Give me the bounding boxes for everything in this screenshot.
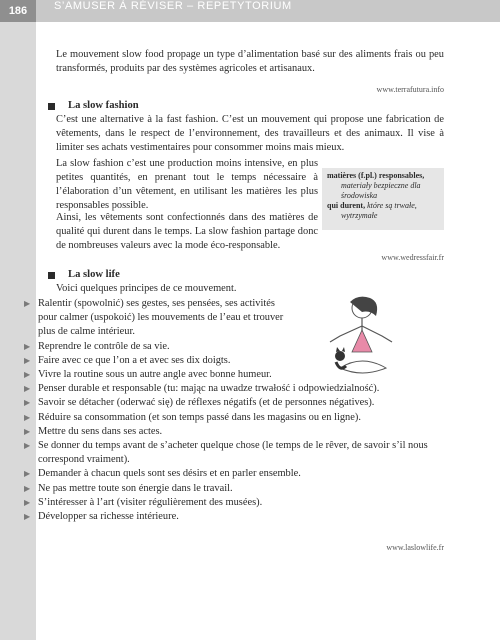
slow-life-item-text: pour calmer (uspokoić) les mouvements de l’eau et trouver — [38, 312, 284, 324]
slow-life-item — [24, 396, 438, 410]
source-wedressfair: www.wedressfair.fr — [381, 253, 444, 262]
arrow-bullet-icon: ▶ — [24, 497, 31, 507]
section-title-fashion: La slow fashion — [68, 100, 139, 111]
arrow-bullet-icon: ▶ — [24, 355, 31, 365]
slow-life-item-text: Reprendre le contrôle de sa vie. — [38, 340, 170, 352]
slow-life-item — [24, 482, 438, 496]
fashion-paragraph-3: Ainsi, les vêtements sont confectionnés dans des matières de qualité qui durent dans le temps. La slow fashion partage donc de nombreuses valeurs avec la mode éco-responsable. — [56, 212, 318, 251]
arrow-bullet-icon: ▶ — [24, 512, 31, 521]
slow-life-item-text: Savoir se détacher (oderwać się) de réflexes négatifs (et de personnes négatives). — [38, 397, 375, 409]
arrow-bullet-icon: ▶ — [24, 412, 31, 422]
arrow-bullet-icon: ▶ — [24, 469, 31, 479]
section-bullet-square — [48, 103, 55, 110]
vocab-translation: wytrzymałe — [341, 211, 378, 220]
slow-life-item — [38, 311, 438, 325]
slow-life-item — [24, 411, 438, 425]
slow-life-item — [24, 510, 438, 524]
slow-life-item-text: Mettre du sens dans ses actes. — [38, 425, 163, 437]
vocab-translation: materiały bezpieczne dla środowiska — [341, 181, 421, 200]
life-intro: Voici quelques principes de ce mouvement. — [56, 283, 237, 294]
slow-life-item-text: Vivre la routine sous un autre angle avec bonne humeur. — [38, 369, 272, 380]
section-title-life: La slow life — [68, 269, 120, 280]
slow-life-item-text: correspond vraiment). — [38, 454, 130, 466]
fashion-paragraph-2: La slow fashion c’est une production moins intensive, en plus petites quantités, en prenant tout le temps nécessaire à l’élaboration d’un vêtement, en utilisant les matières les plus responsables possible. — [56, 158, 318, 211]
slow-life-item-text: Demander à chacun quels sont ses désirs et en parler ensemble. — [38, 468, 301, 480]
slow-life-item — [38, 325, 438, 339]
page-number: 186 — [0, 0, 36, 22]
slow-life-item — [24, 354, 438, 368]
source-terrafutura: www.terrafutura.info — [376, 85, 444, 94]
arrow-bullet-icon: ▶ — [24, 341, 31, 351]
running-head: S’AMUSER À RÉVISER – REPETYTORIUM — [54, 0, 292, 12]
vocab-translation-inline: które są trwałe, — [367, 201, 417, 210]
slow-life-item — [24, 297, 438, 311]
slow-life-item-text: Faire avec ce que l’on a et avec ses dix doigts. — [38, 354, 231, 366]
arrow-bullet-icon: ▶ — [24, 483, 31, 493]
slow-life-item — [24, 368, 438, 382]
section-bullet-square — [48, 272, 55, 279]
slow-life-item — [24, 467, 438, 481]
slow-life-item-text: S’intéresser à l’art (visiter régulièrement des musées). — [38, 496, 263, 508]
vocab-term: matières (f.pl.) responsables, — [327, 171, 425, 180]
slow-life-item-text: Réduire sa consommation (et son temps passé dans les magasins ou en ligne). — [38, 411, 361, 423]
slow-life-item — [24, 425, 438, 439]
arrow-bullet-icon: ▶ — [24, 299, 31, 308]
intro-paragraph: Le mouvement slow food propage un type d’alimentation basé sur des aliments frais ou peu transformés, produits par des systèmes agricoles et artisanaux. — [56, 49, 444, 74]
arrow-bullet-icon: ▶ — [24, 384, 31, 394]
arrow-bullet-icon: ▶ — [24, 441, 31, 450]
slow-life-item-text: Développer sa richesse intérieure. — [38, 511, 179, 522]
fashion-paragraph-1: C’est une alternative à la fast fashion. C’est un mouvement qui propose une fabrication de vêtements, dans le respect de l’environnement, des travailleurs et des animaux. Il vise à limiter ses achats vestimentaires pour consommer moins mais mieux. — [56, 114, 444, 153]
slow-life-item-text: Penser durable et responsable (tu: mając na uwadze trwałość i odpowiedzialność). — [38, 383, 380, 395]
vocabulary-box — [322, 168, 444, 230]
vocab-term: qui durent, — [327, 201, 366, 210]
slow-life-item — [38, 453, 438, 467]
arrow-bullet-icon: ▶ — [24, 398, 31, 408]
page-header — [0, 0, 500, 22]
left-gutter — [0, 22, 36, 640]
slow-life-item — [24, 496, 438, 510]
arrow-bullet-icon: ▶ — [24, 426, 31, 436]
arrow-bullet-icon: ▶ — [24, 370, 31, 379]
slow-life-item — [24, 382, 438, 396]
slow-life-item — [24, 340, 438, 354]
slow-life-item-text: plus de calme intérieur. — [38, 326, 135, 338]
slow-life-item — [24, 439, 438, 453]
slow-life-item-text: Ralentir (spowolnić) ses gestes, ses pensées, ses activités — [38, 298, 275, 309]
slow-life-item-text: Se donner du temps avant de s’acheter quelque chose (le temps de le rêver, de savoir s’il nous — [38, 440, 428, 451]
source-laslowlife: www.laslowlife.fr — [386, 543, 444, 552]
slow-life-item-text: Ne pas mettre toute son énergie dans le travail. — [38, 482, 233, 494]
